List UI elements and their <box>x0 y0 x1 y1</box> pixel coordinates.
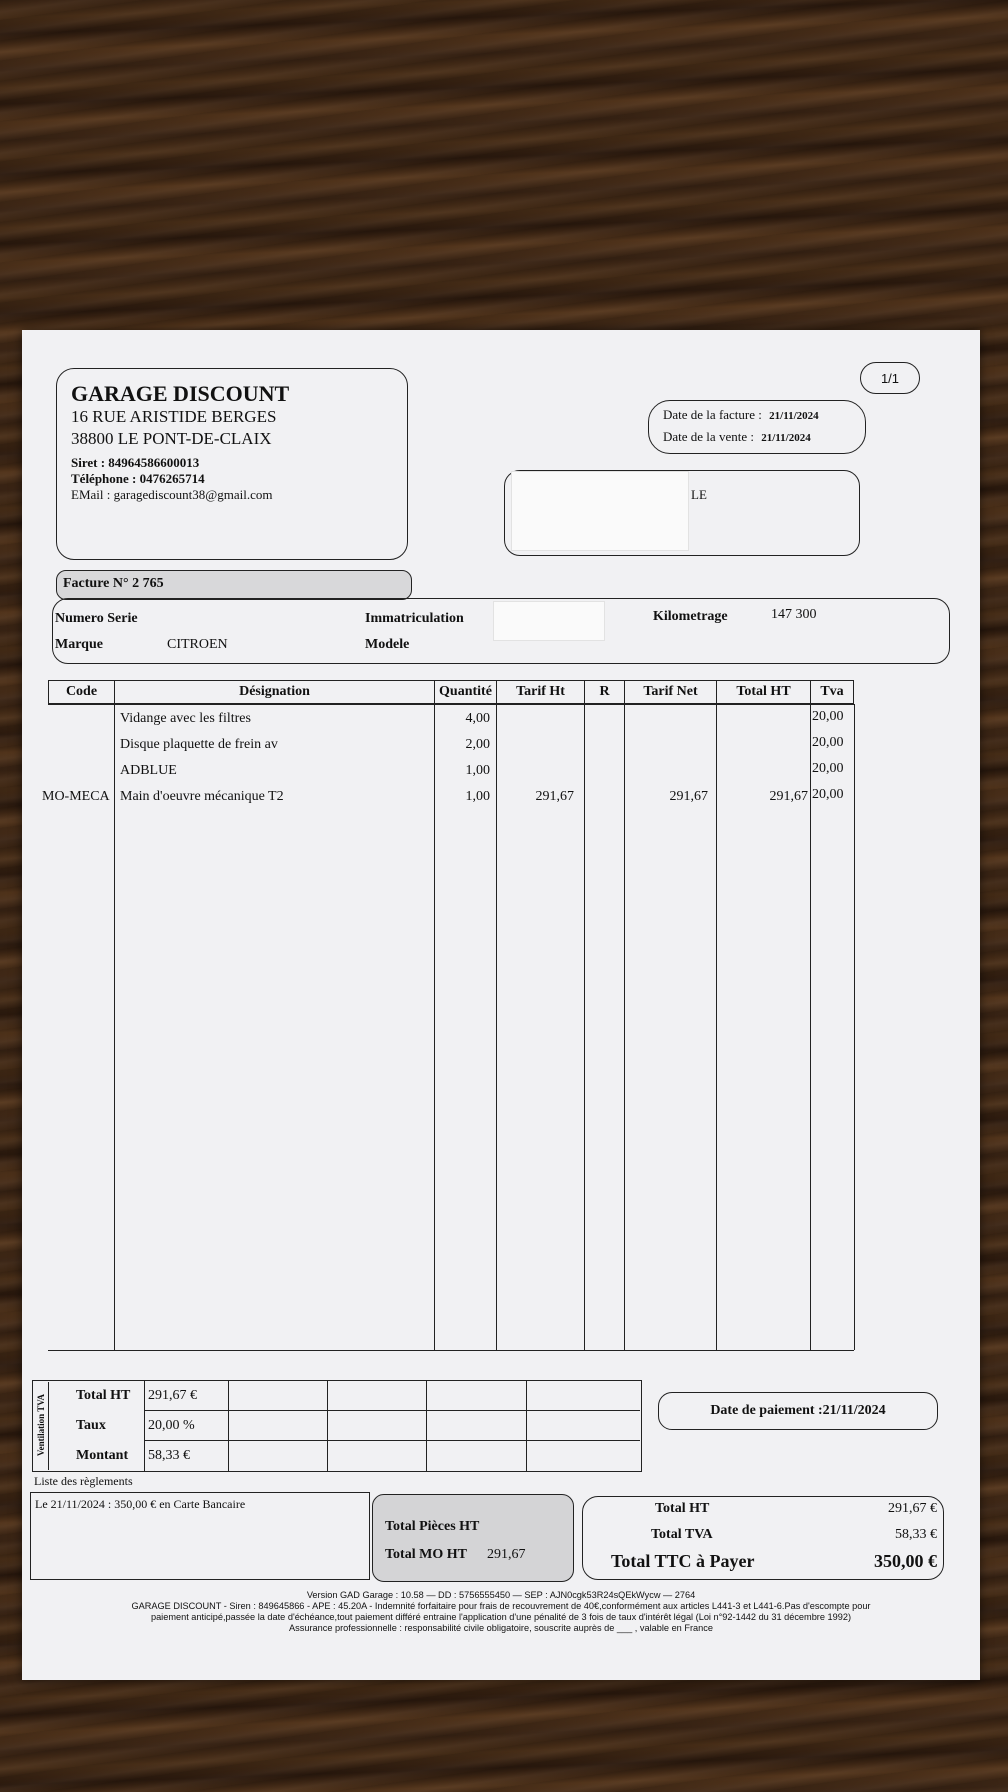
row4-tarif-ht: 291,67 <box>535 789 574 804</box>
col-divider <box>584 704 585 1350</box>
col-divider <box>810 704 811 1350</box>
col-header-quantity: Quantité <box>434 680 496 704</box>
row2-quantity: 2,00 <box>465 737 490 752</box>
row1-tva: 20,00 <box>812 709 844 724</box>
company-telephone: Téléphone : 0476265714 <box>71 471 205 486</box>
row1-designation: Vidange avec les filtres <box>120 711 251 726</box>
row3-quantity: 1,00 <box>465 763 490 778</box>
payment-date: Date de paiement :21/11/2024 <box>658 1392 938 1430</box>
invoice-date-value: 21/11/2024 <box>769 410 819 422</box>
col-header-code: Code <box>48 680 114 704</box>
header-underline <box>48 704 854 705</box>
col-header-tarif-ht: Tarif Ht <box>496 680 584 704</box>
payments-box <box>30 1492 370 1580</box>
company-address-line2: 38800 LE PONT-DE-CLAIX <box>71 429 272 448</box>
col-header-total-ht: Total HT <box>716 680 810 704</box>
row1-quantity: 4,00 <box>465 711 490 726</box>
vat-side-label-box <box>34 1382 49 1470</box>
company-siret: Siret : 84964586600013 <box>71 455 200 470</box>
table-bottom-border <box>48 1350 854 1351</box>
sale-date-row <box>663 429 811 445</box>
vat-total-ht-value: 291,67 € <box>148 1388 197 1403</box>
plate-redaction <box>493 601 605 641</box>
row4-designation: Main d'oeuvre mécanique T2 <box>120 789 284 804</box>
subtotals-box <box>372 1494 574 1582</box>
vat-divider <box>144 1380 145 1472</box>
row4-tarif-net: 291,67 <box>669 789 708 804</box>
footer-line-1: Version GAD Garage : 10.58 — DD : 5756555450 — SEP : AJN0cgk53R24sQEkWycw — 2764 <box>306 1590 696 1600</box>
vat-rate-label: Taux <box>76 1418 106 1433</box>
total-ht-value: 291,67 € <box>888 1501 937 1516</box>
vat-side-label: Ventilation TVA <box>36 1393 46 1457</box>
row4-quantity: 1,00 <box>465 789 490 804</box>
row4-total-ht: 291,67 <box>769 789 808 804</box>
total-tva-label: Total TVA <box>651 1527 713 1542</box>
km-value: 147 300 <box>771 607 817 622</box>
col-header-tva: Tva <box>810 680 854 704</box>
row4-code: MO-MECA <box>42 789 110 804</box>
client-redaction <box>511 471 689 551</box>
km-label: Kilometrage <box>653 609 728 624</box>
vat-amount-label: Montant <box>76 1448 129 1463</box>
pieces-ht-label: Total Pièces HT <box>385 1519 480 1534</box>
brand-value: CITROEN <box>167 637 228 652</box>
invoice-number: Facture N° 2 765 <box>63 576 164 591</box>
payments-label: Liste des règlements <box>34 1474 133 1488</box>
mo-ht-label: Total MO HT <box>385 1547 467 1562</box>
invoice-date-row <box>663 407 819 423</box>
vat-divider <box>228 1380 229 1472</box>
invoice-paper <box>22 330 980 1680</box>
sale-date-label: Date de la vente : <box>663 429 754 444</box>
company-address-line1: 16 RUE ARISTIDE BERGES <box>71 407 277 426</box>
plate-label: Immatriculation <box>365 611 464 626</box>
vat-row-divider <box>144 1440 640 1441</box>
footer-line-4: Assurance professionnelle : responsabilité civile obligatoire, souscrite auprès de ___ , valable en France <box>289 1623 713 1633</box>
col-header-tarif-net: Tarif Net <box>624 680 716 704</box>
company-name: GARAGE DISCOUNT <box>71 381 290 406</box>
col-divider <box>854 704 855 1350</box>
total-ttc-label: Total TTC à Payer <box>611 1551 755 1571</box>
vat-row-divider <box>144 1410 640 1411</box>
footer-line-2: GARAGE DISCOUNT - Siren : 849645866 - APE : 45.20A - Indemnité forfaitaire pour frais de recouvrement de 40€,conformément aux articles L441-3 et L441-6.Pas d'escompte pour <box>131 1601 871 1611</box>
vat-amount-value: 58,33 € <box>148 1448 190 1463</box>
company-block <box>56 368 408 560</box>
invoice-number-bar <box>56 570 412 600</box>
vat-rate-value: 20,00 % <box>148 1418 195 1433</box>
vehicle-block <box>52 598 950 664</box>
vat-divider <box>327 1380 328 1472</box>
legal-footer <box>22 1590 980 1634</box>
row2-tva: 20,00 <box>812 735 844 750</box>
totals-box <box>582 1496 944 1580</box>
row2-designation: Disque plaquette de frein av <box>120 737 278 752</box>
vat-total-ht-label: Total HT <box>76 1388 131 1403</box>
row3-designation: ADBLUE <box>120 763 177 778</box>
total-tva-value: 58,33 € <box>895 1527 937 1542</box>
vat-divider <box>526 1380 527 1472</box>
mo-ht-value: 291,67 <box>487 1547 526 1562</box>
dates-block <box>648 400 866 454</box>
col-header-designation: Désignation <box>114 680 434 704</box>
total-ht-label: Total HT <box>655 1501 710 1516</box>
brand-label: Marque <box>55 637 103 652</box>
row3-tva: 20,00 <box>812 761 844 776</box>
col-header-r: R <box>584 680 624 704</box>
client-block <box>504 470 860 556</box>
model-label: Modele <box>365 637 410 652</box>
company-email: EMail : garagediscount38@gmail.com <box>71 487 273 502</box>
vat-breakdown <box>32 1380 642 1472</box>
invoice-date-label: Date de la facture : <box>663 407 762 422</box>
serial-label: Numero Serie <box>55 611 138 626</box>
footer-line-3: paiement anticipé,passée la date d'échéance,tout paiement différé entraine l'application d'une pénalité de 3 fois de taux d'intérêt légal (Loi n°92-1442 du 31 décembre 1992) <box>150 1612 852 1622</box>
sale-date-value: 21/11/2024 <box>761 432 811 444</box>
page-indicator: 1/1 <box>860 362 920 394</box>
col-divider <box>114 704 115 1350</box>
row4-tva: 20,00 <box>812 787 844 802</box>
items-table <box>42 680 962 1350</box>
vat-divider <box>426 1380 427 1472</box>
payment-entry: Le 21/11/2024 : 350,00 € en Carte Bancaire <box>35 1497 246 1511</box>
total-ttc-value: 350,00 € <box>874 1551 937 1571</box>
client-text: LE <box>691 487 707 502</box>
